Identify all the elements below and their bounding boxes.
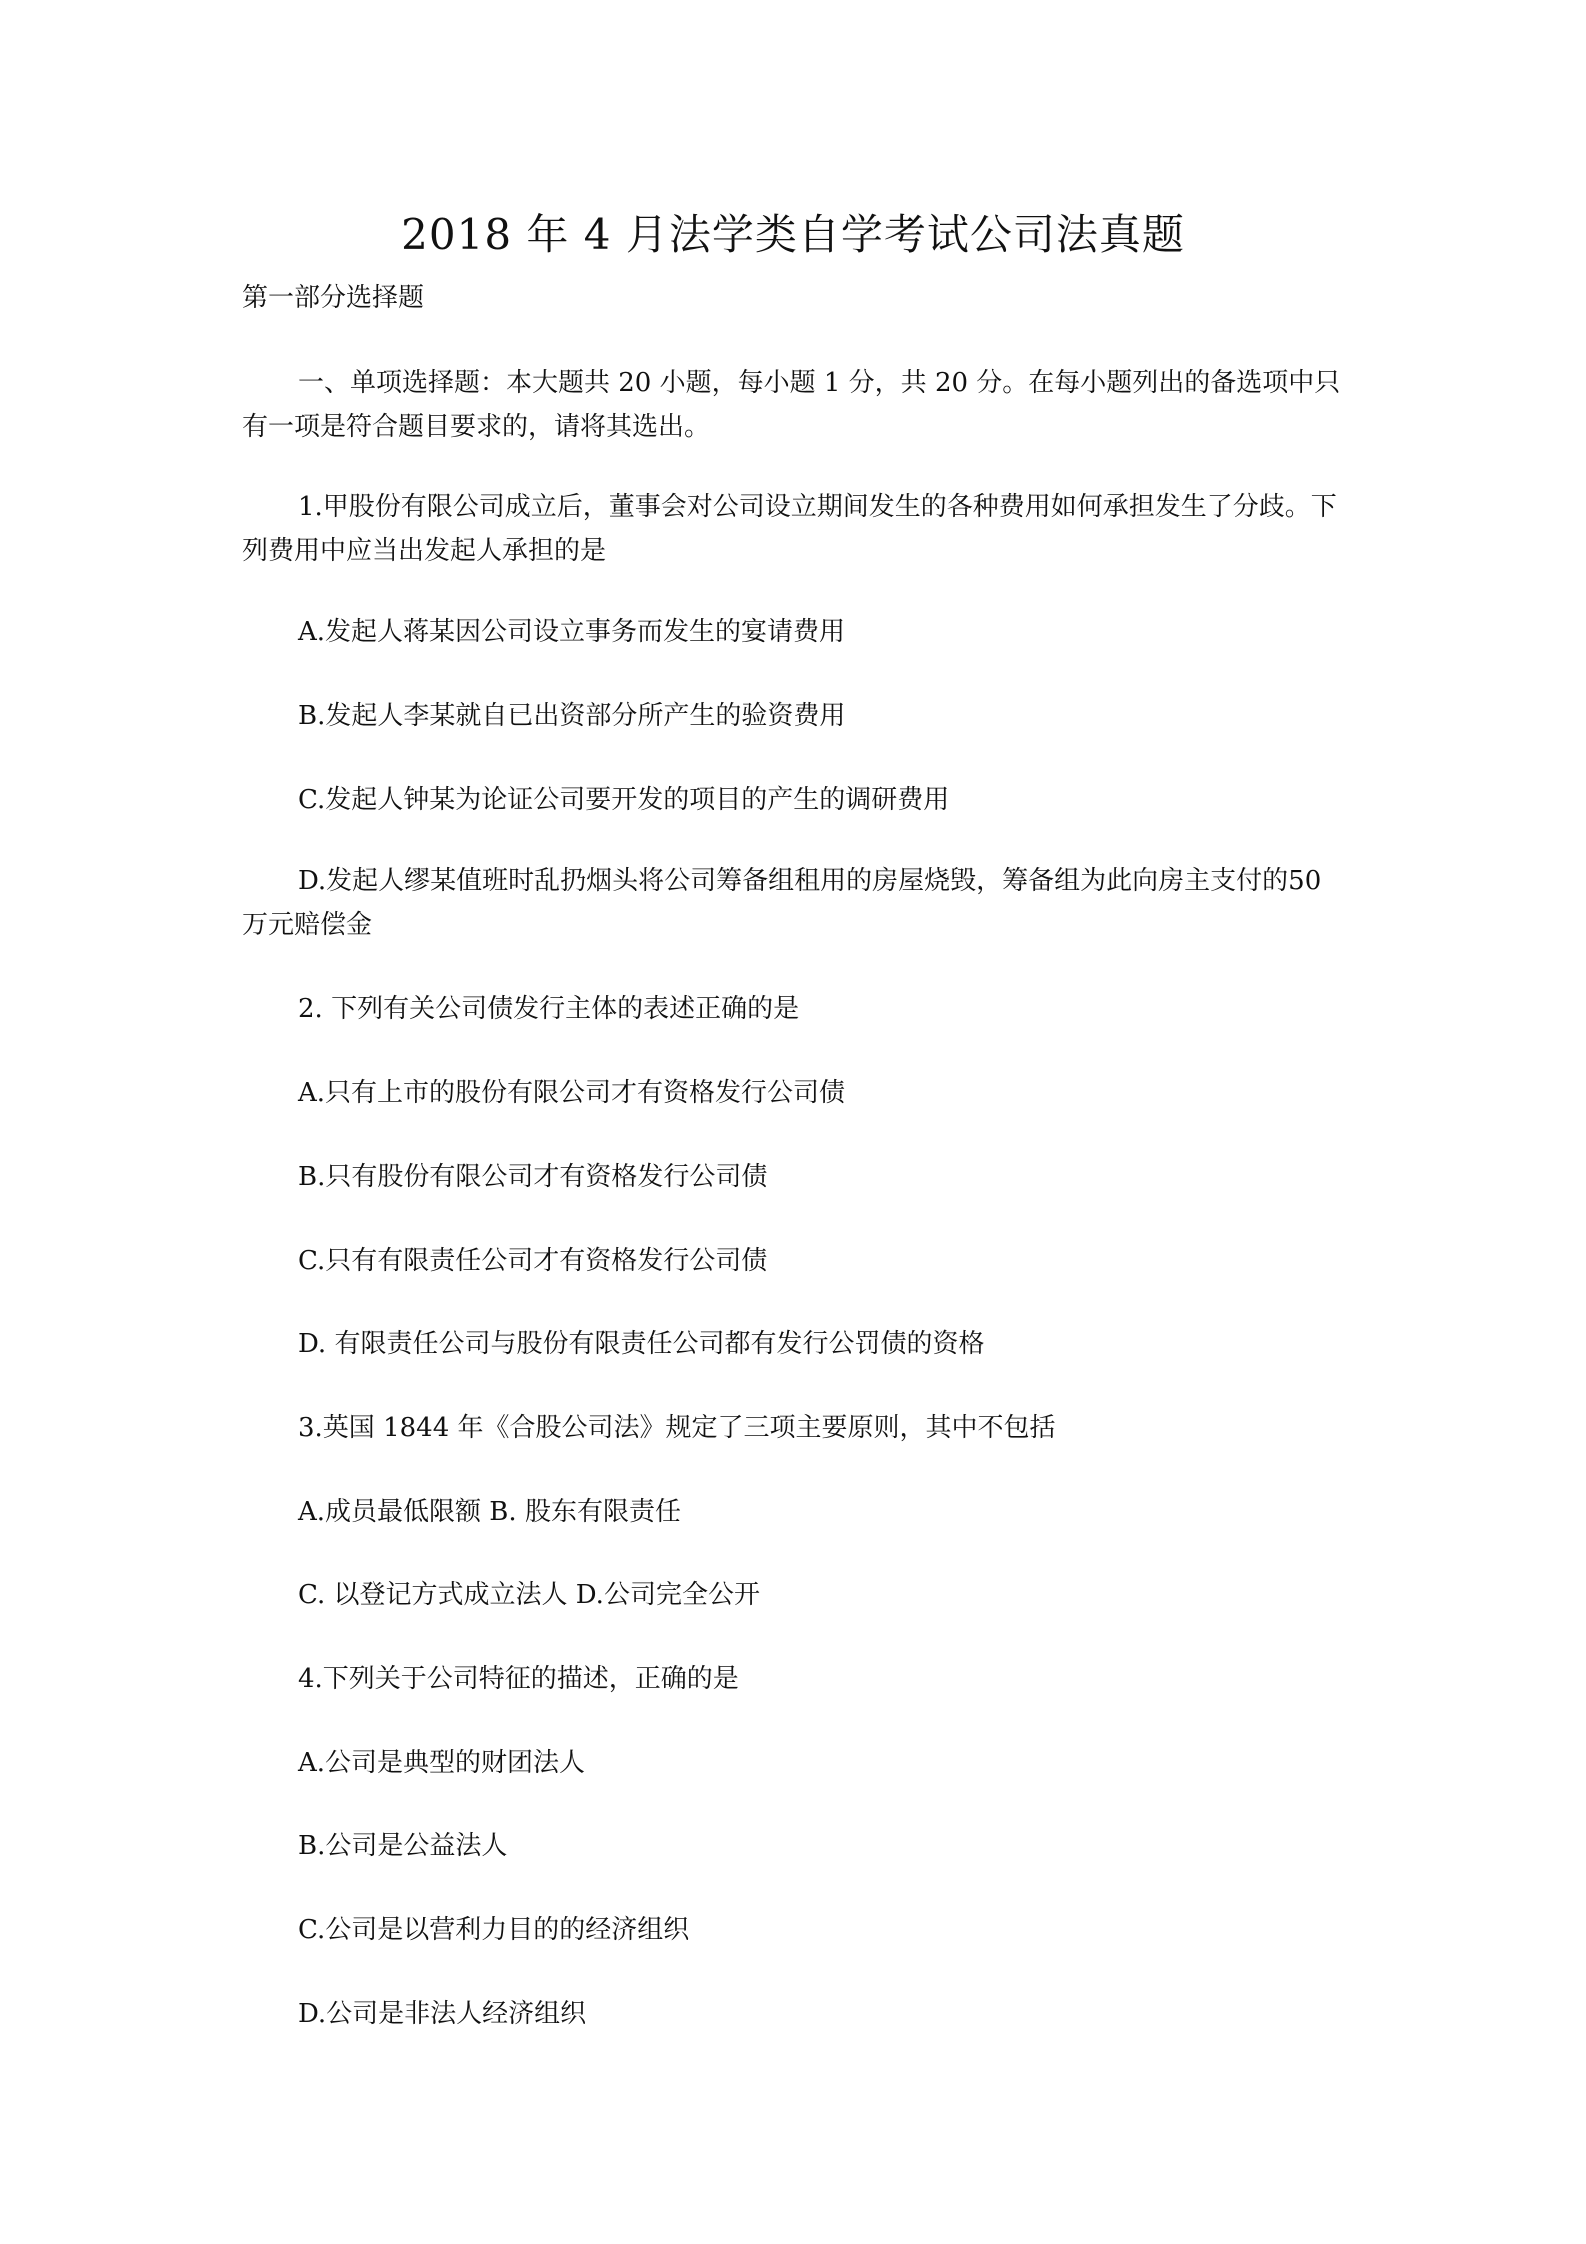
document-title: 2018 年 4 月法学类自学考试公司法真题 (401, 210, 1185, 259)
question-2-option-a: A.只有上市的股份有限公司才有资格发行公司债 (298, 1078, 846, 1108)
question-4-stem: 4.下列关于公司特征的描述，正确的是 (298, 1664, 739, 1694)
question-4-option-b: B.公司是公益法人 (298, 1831, 508, 1861)
question-4-option-d: D.公司是非法人经济组织 (298, 1999, 587, 2029)
question-2-option-b: B.只有股份有限公司才有资格发行公司债 (298, 1162, 768, 1192)
question-2-option-c: C.只有有限责任公司才有资格发行公司债 (298, 1246, 768, 1276)
question-1-option-d: D.发起人缪某值班时乱扔烟头将公司筹备组租用的房屋烧毁，筹备组为此向房主支付的50 万元赔偿金 (242, 866, 1322, 940)
question-2-stem: 2. 下列有关公司债发行主体的表述正确的是 (298, 994, 800, 1024)
instruction-paragraph: 一、单项选择题：本大题共 20 小题，每小题 1 分，共 20 分。在每小题列出的备选项中只有一项是符合题目要求的，请将其选出。 (242, 368, 1341, 442)
question-1-option-c: C.发起人钟某为论证公司要开发的项目的产生的调研费用 (298, 785, 950, 815)
question-1-option-b: B.发起人李某就自已出资部分所产生的验资费用 (298, 701, 846, 731)
question-1-stem: 1.甲股份有限公司成立后，董事会对公司设立期间发生的各种费用如何承担发生了分歧。下列费用中应当出发起人承担的是 (242, 492, 1337, 566)
question-1-option-a: A.发起人蒋某因公司设立事务而发生的宴请费用 (298, 617, 846, 647)
question-4-option-a: A.公司是典型的财团法人 (298, 1748, 586, 1778)
section-heading: 第一部分选择题 (242, 283, 425, 313)
question-3-stem: 3.英国 1844 年《合股公司法》规定了三项主要原则，其中不包括 (298, 1413, 1056, 1443)
question-2-option-d: D. 有限责任公司与股份有限责任公司都有发行公罚债的资格 (298, 1329, 985, 1359)
question-3-options-cd: C. 以登记方式成立法人 D.公司完全公开 (298, 1580, 760, 1610)
question-4-option-c: C.公司是以营利力目的的经济组织 (298, 1915, 690, 1945)
question-3-options-ab: A.成员最低限额 B. 股东有限责任 (298, 1497, 681, 1527)
